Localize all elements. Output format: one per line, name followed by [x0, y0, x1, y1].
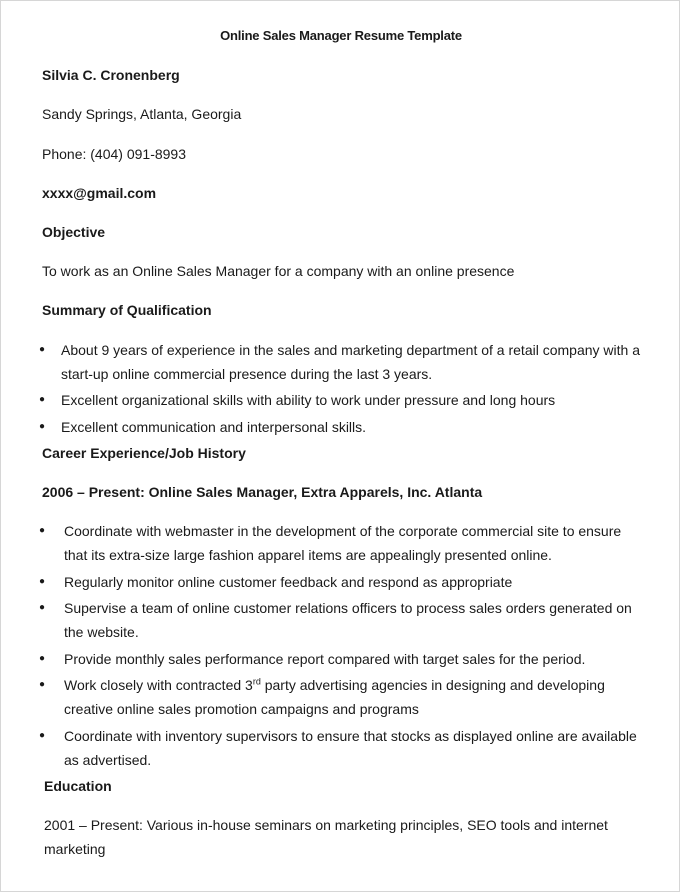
list-item-text: that its extra-size large fashion apparel items are appealingly presented online. — [64, 547, 552, 563]
career-heading: Career Experience/Job History — [42, 445, 246, 461]
bullet-icon: ● — [39, 679, 46, 690]
address: Sandy Springs, Atlanta, Georgia — [42, 106, 242, 122]
bullet-icon: ● — [39, 344, 46, 355]
phone: Phone: (404) 091-8993 — [42, 146, 186, 162]
list-item-text: start-up online commercial presence during the last 3 years. — [61, 366, 433, 382]
list-item-text: Regularly monitor online customer feedback and respond as appropriate — [64, 574, 513, 590]
qualifications-heading: Summary of Qualification — [42, 302, 212, 318]
position-title: 2006 – Present: Online Sales Manager, Extra Apparels, Inc. Atlanta — [42, 484, 483, 500]
list-item — [39, 338, 649, 386]
document-title: Online Sales Manager Resume Template — [220, 28, 462, 43]
bullet-icon: ● — [39, 576, 46, 587]
bullet-icon: ● — [39, 653, 46, 664]
email: xxxx@gmail.com — [42, 185, 157, 201]
list-item-text: as advertised. — [64, 752, 152, 768]
list-item — [39, 415, 649, 439]
list-item-text: creative online sales promotion campaigns and programs — [64, 701, 419, 717]
objective-text: To work as an Online Sales Manager for a company with an online presence — [42, 263, 515, 279]
education-line: marketing — [44, 841, 106, 857]
list-item-text: Provide monthly sales performance report compared with target sales for the period. — [64, 651, 586, 667]
education-line: 2001 – Present: Various in-house seminars on marketing principles, SEO tools and internet — [44, 817, 608, 833]
education-heading: Education — [44, 778, 112, 794]
bullet-icon: ● — [39, 394, 46, 405]
list-item — [39, 570, 649, 594]
list-item — [39, 519, 649, 567]
candidate-name: Silvia C. Cronenberg — [42, 67, 180, 83]
objective-heading: Objective — [42, 224, 106, 240]
list-item-text: Coordinate with webmaster in the development of the corporate commercial site to ensure — [64, 523, 622, 539]
list-item-text: Coordinate with inventory supervisors to ensure that stocks as displayed online are available — [64, 728, 637, 744]
bullet-icon: ● — [39, 730, 46, 741]
bullet-icon: ● — [39, 525, 46, 536]
bullet-icon: ● — [39, 602, 46, 613]
list-item-text: Excellent organizational skills with ability to work under pressure and long hours — [61, 392, 556, 408]
list-item-text: Excellent communication and interpersonal skills. — [61, 419, 367, 435]
list-item-text: Supervise a team of online customer relations officers to process sales orders generated on — [64, 600, 632, 616]
list-item — [39, 673, 649, 721]
list-item — [39, 596, 649, 644]
list-item-text: About 9 years of experience in the sales and marketing department of a retail company with a — [61, 342, 640, 358]
list-item-text: Work closely with contracted 3rd party advertising agencies in designing and developing — [64, 676, 605, 693]
bullet-icon: ● — [39, 421, 46, 432]
list-item — [39, 647, 649, 671]
list-item — [39, 388, 649, 412]
list-item-text: the website. — [64, 624, 139, 640]
list-item — [39, 724, 649, 772]
